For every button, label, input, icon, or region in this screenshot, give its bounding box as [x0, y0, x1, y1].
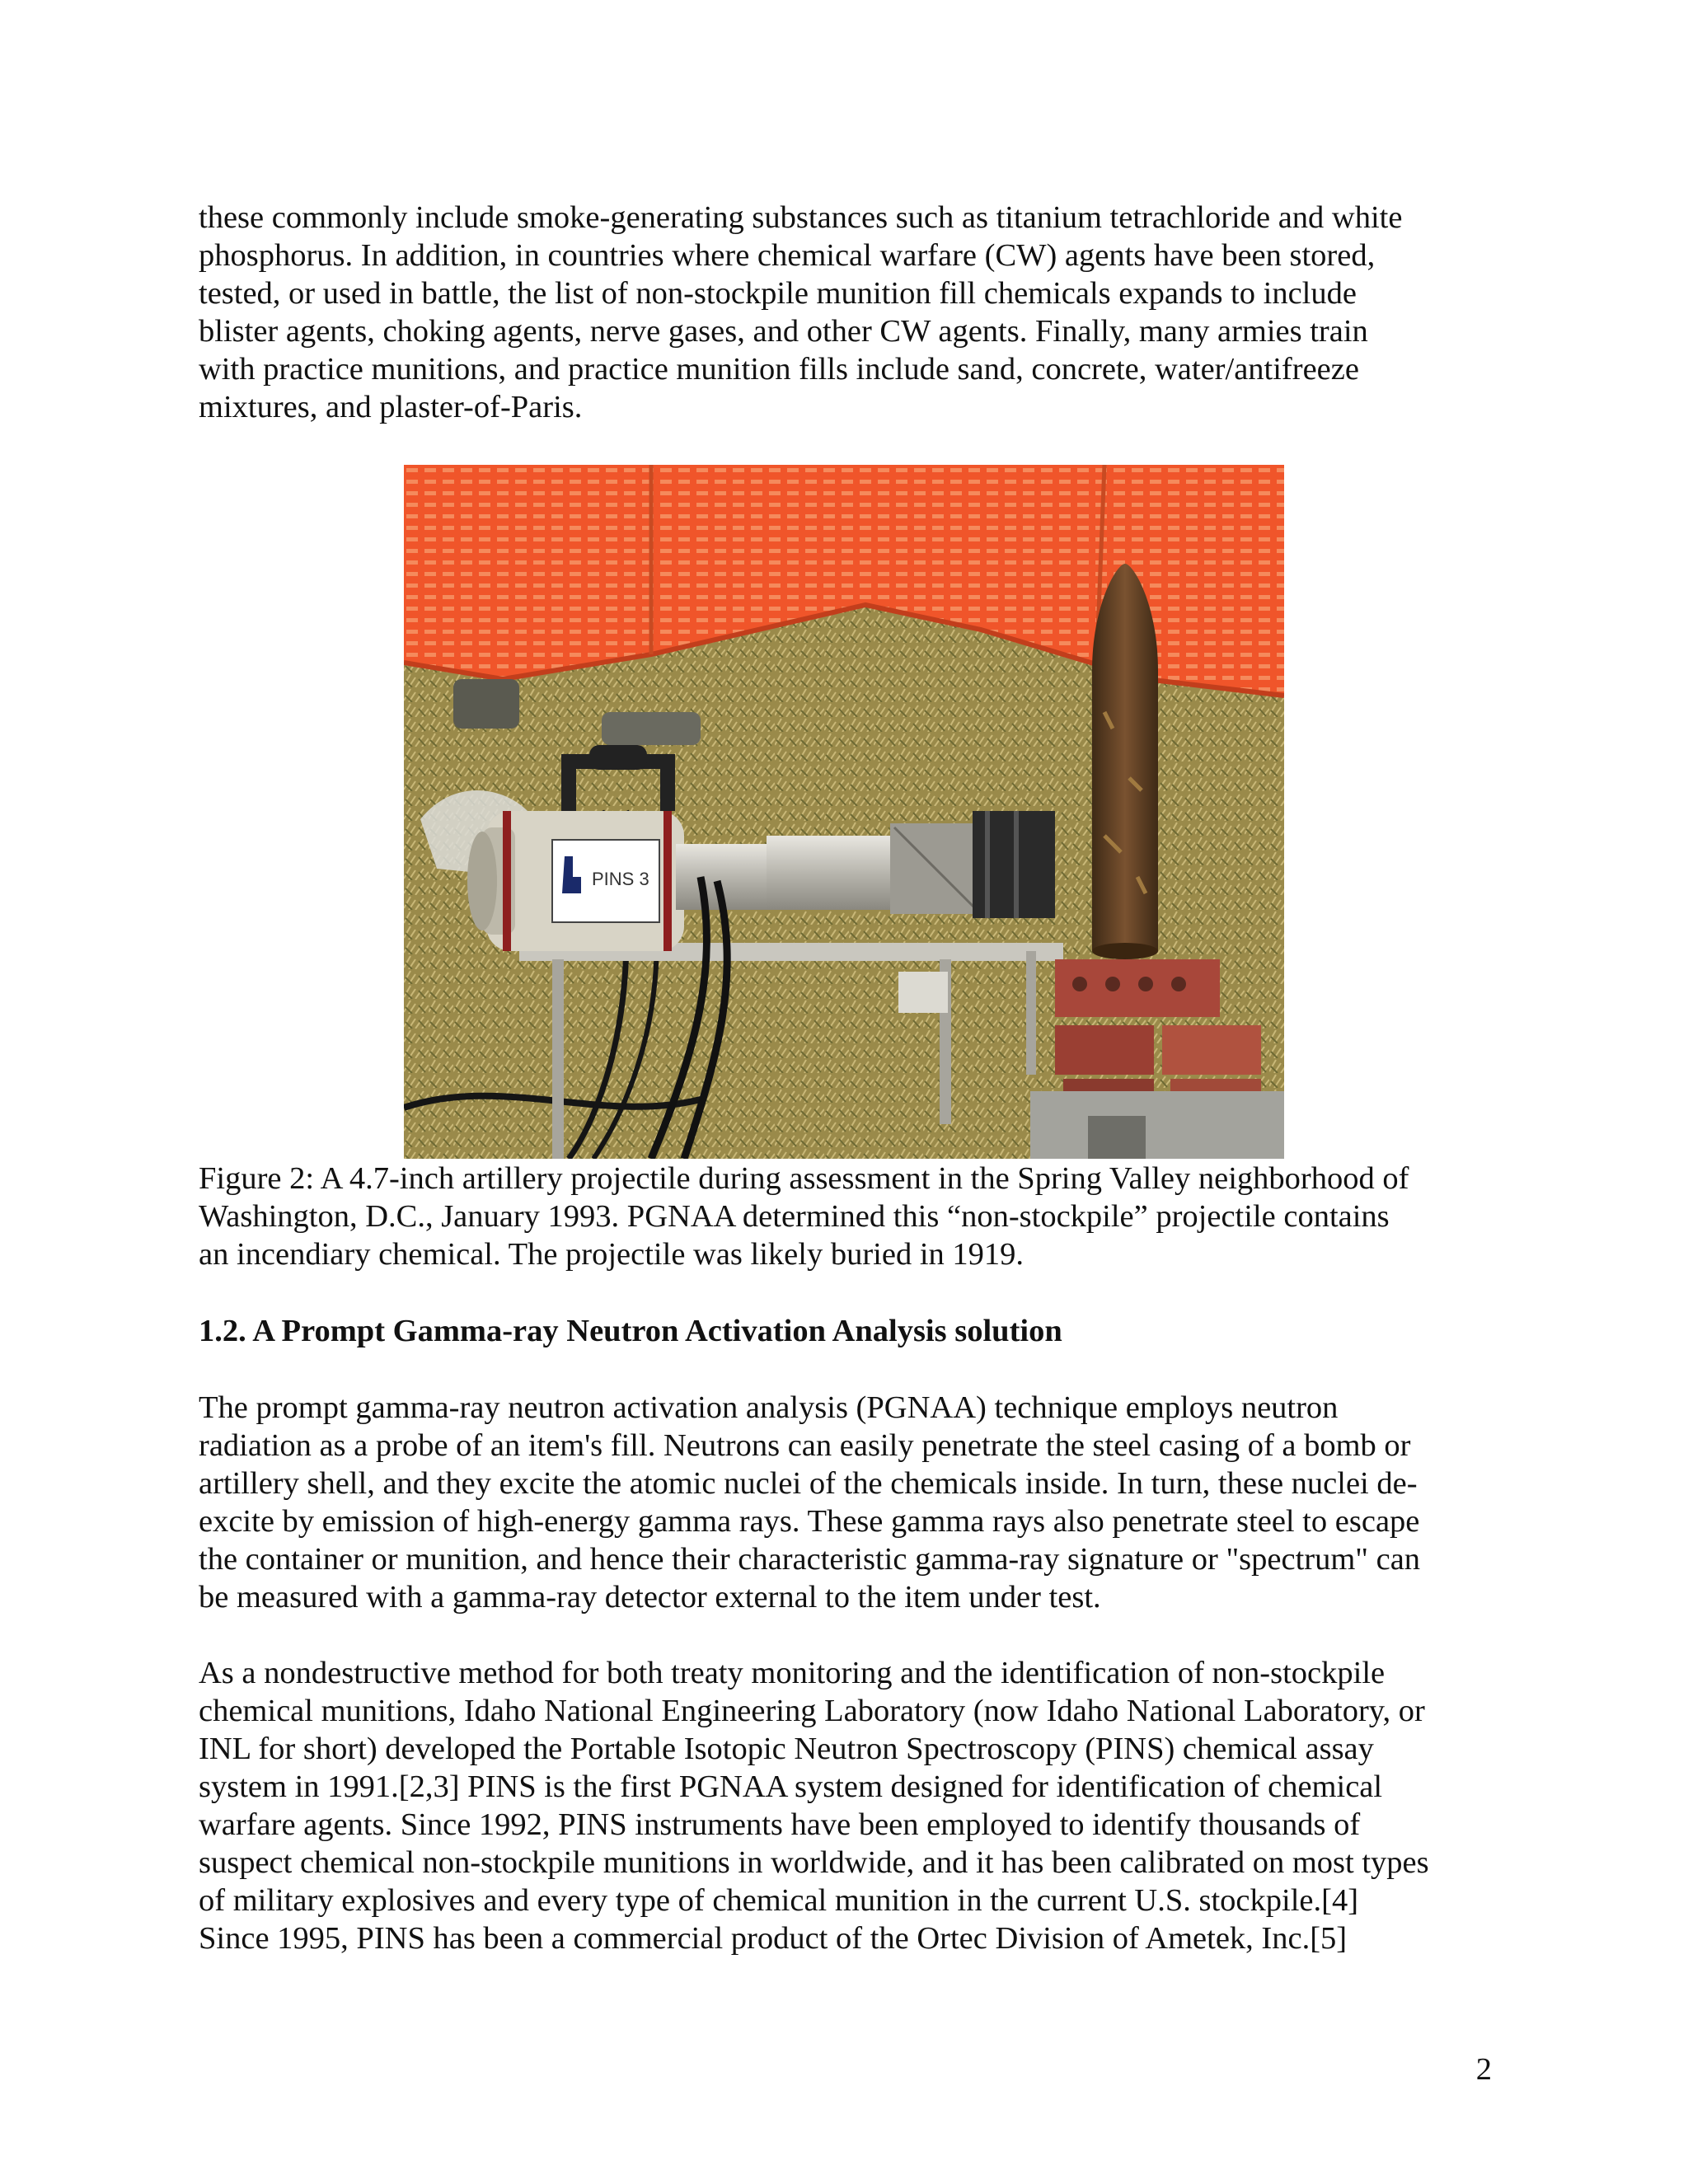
pins-label-text: PINS 3 [592, 869, 649, 889]
text-line: be measured with a gamma-ray detector external to the item under test. [199, 1580, 1101, 1615]
text-line: suspect chemical non-stockpile munitions in worldwide, and it has been calibrated on most types [199, 1845, 1429, 1880]
figure-photo [404, 465, 1284, 1159]
text-line: these commonly include smoke-generating substances such as titanium tetrachloride and white [199, 200, 1403, 235]
text-line: the container or munition, and hence their characteristic gamma-ray signature or "spectrum" can [199, 1542, 1421, 1577]
text-line: radiation as a probe of an item's fill. Neutrons can easily penetrate the steel casing of a bomb or [199, 1428, 1411, 1463]
text-line: Figure 2: A 4.7-inch artillery projectile during assessment in the Spring Valley neighborhood of [199, 1161, 1409, 1196]
intro-paragraph [199, 199, 1501, 426]
page-number: 2 [1475, 2052, 1492, 2087]
text-line: excite by emission of high-energy gamma rays. These gamma rays also penetrate steel to escape [199, 1504, 1420, 1539]
text-line: blister agents, choking agents, nerve gases, and other CW agents. Finally, many armies train [199, 314, 1368, 349]
text-line: tested, or used in battle, the list of non-stockpile munition fill chemicals expands to include [199, 276, 1357, 311]
text-line: mixtures, and plaster-of-Paris. [199, 390, 583, 424]
text-line: warfare agents. Since 1992, PINS instruments have been employed to identify thousands of [199, 1807, 1361, 1842]
text-line: phosphorus. In addition, in countries where chemical warfare (CW) agents have been stored, [199, 238, 1376, 273]
text-line: The prompt gamma-ray neutron activation analysis (PGNAA) technique employs neutron [199, 1390, 1339, 1425]
text-line: with practice munitions, and practice munition fills include sand, concrete, water/antifreeze [199, 352, 1359, 387]
text-line: INL for short) developed the Portable Isotopic Neutron Spectroscopy (PINS) chemical assay [199, 1732, 1374, 1766]
text-line: an incendiary chemical. The projectile was likely buried in 1919. [199, 1237, 1025, 1272]
artillery-projectile [1092, 564, 1158, 951]
text-line: As a nondestructive method for both treaty monitoring and the identification of non-stockpile [199, 1656, 1386, 1690]
text-line: Washington, D.C., January 1993. PGNAA determined this “non-stockpile” projectile contains [199, 1199, 1390, 1234]
text-line: of military explosives and every type of chemical munition in the current U.S. stockpile.[4] [199, 1883, 1359, 1918]
figure-caption [199, 1160, 1501, 1273]
text-line: artillery shell, and they excite the atomic nuclei of the chemicals inside. In turn, these nuclei de- [199, 1466, 1418, 1501]
text-line: system in 1991.[2,3] PINS is the first PGNAA system designed for identification of chemical [199, 1769, 1383, 1804]
text-line: Since 1995, PINS has been a commercial product of the Ortec Division of Ametek, Inc.[5] [199, 1921, 1348, 1956]
concrete-block [1030, 1091, 1284, 1159]
section-heading: 1.2. A Prompt Gamma-ray Neutron Activation Analysis solution [199, 1314, 1062, 1348]
paragraph-pgnaa [199, 1389, 1501, 1616]
text-line: chemical munitions, Idaho National Engineering Laboratory (now Idaho National Laboratory, or [199, 1694, 1425, 1728]
paragraph-pins [199, 1654, 1501, 1957]
